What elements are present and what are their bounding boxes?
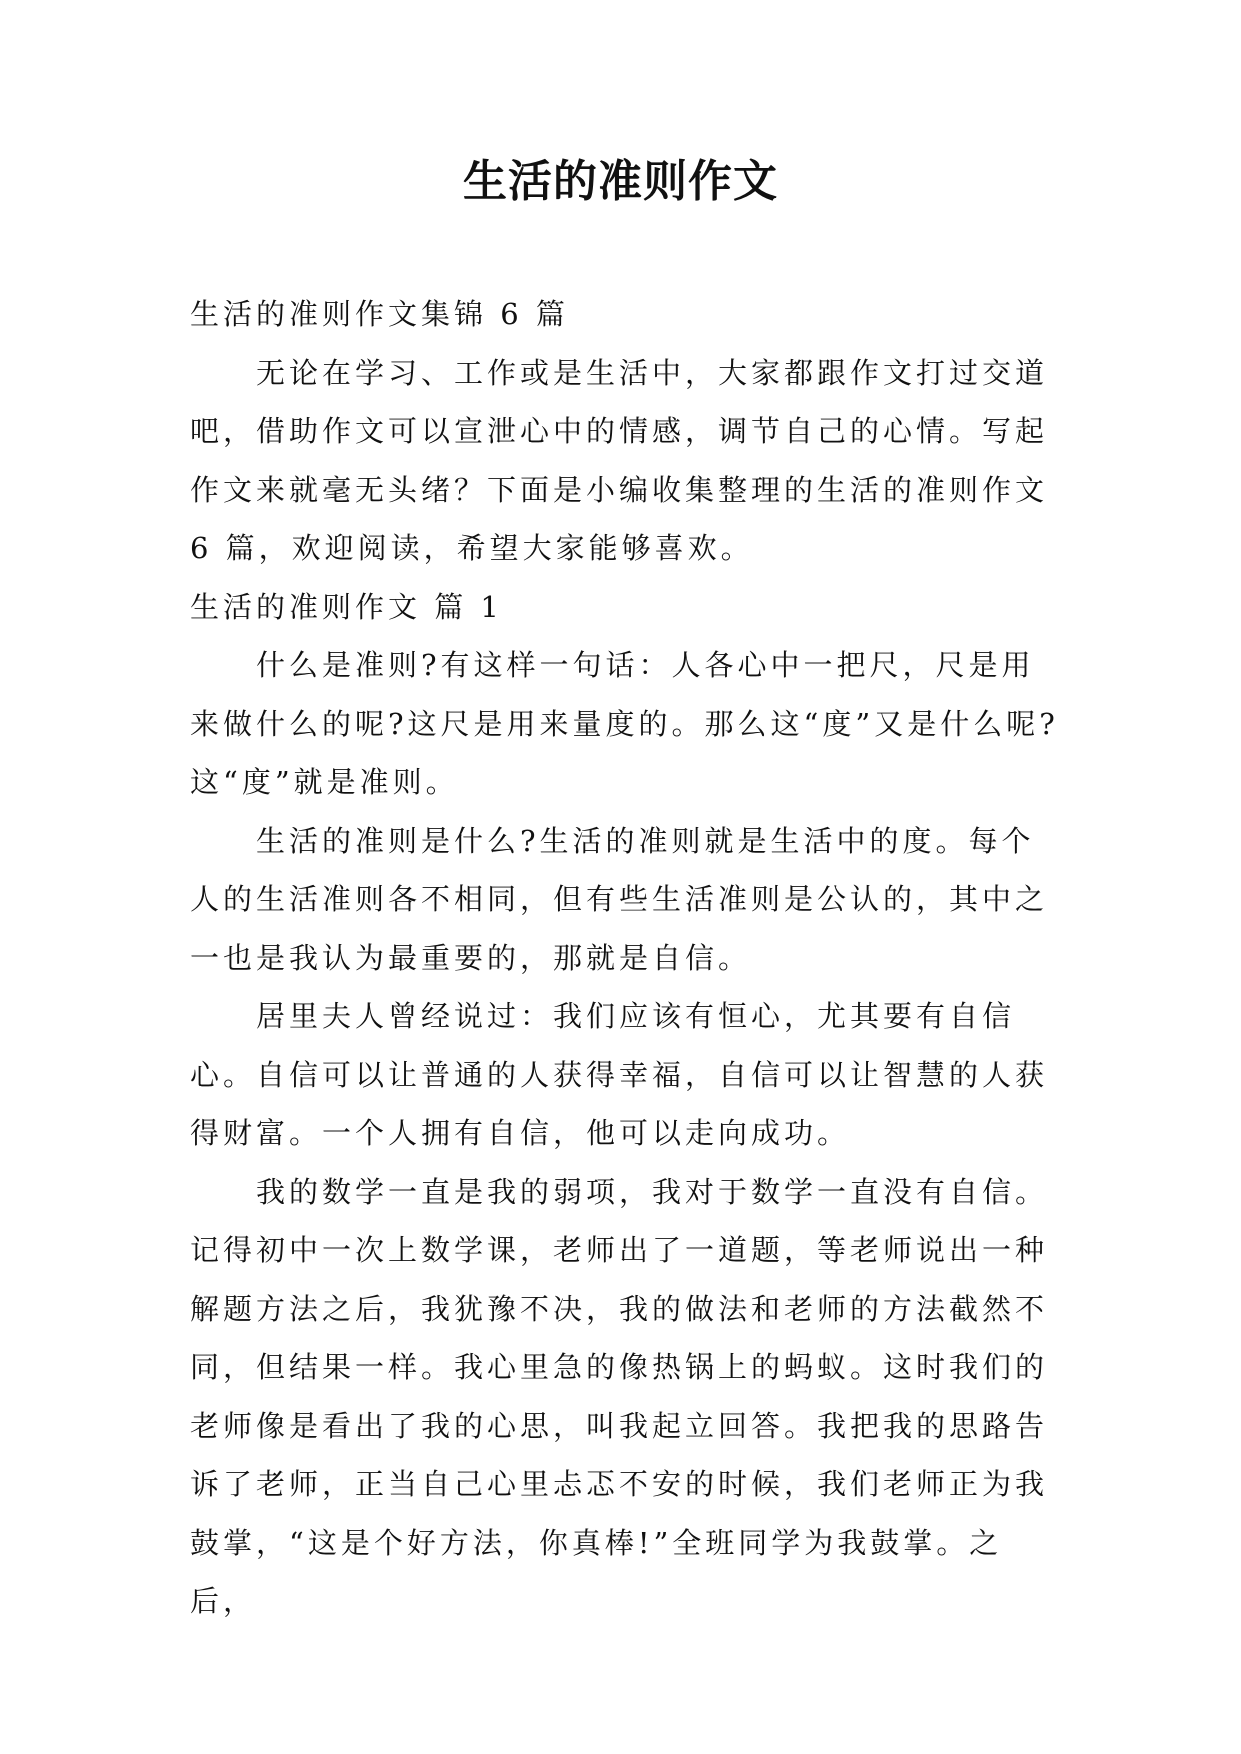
body-paragraph: 生活的准则是什么?生活的准则就是生活中的度。每个人的生活准则各不相同，但有些生活准则是公认的，其中之一也是我认为最重要的，那就是自信。	[190, 823, 1049, 975]
body-paragraph: 我的数学一直是我的弱项，我对于数学一直没有自信。记得初中一次上数学课，老师出了一道题，等老师说出一种解题方法之后，我犹豫不决，我的做法和老师的方法截然不同，但结果一样。我心里急的像热锅上的蚂蚁。这时我们的老师像是看出了我的心思，叫我起立回答。我把我的思路告诉了老师，正当自己心里忐忑不安的时候，我们老师正为我鼓掌，“这是个好方法，你真棒!”全班同学为我鼓掌。之后，	[190, 1174, 1049, 1618]
intro-paragraph: 无论在学习、工作或是生活中，大家都跟作文打过交道吧，借助作文可以宣泄心中的情感，调节自己的心情。写起作文来就毫无头绪？下面是小编收集整理的生活的准则作文 6 篇，欢迎阅读，希望大家能够喜欢。	[190, 355, 1049, 565]
section-heading: 生活的准则作文 篇 1	[190, 589, 503, 624]
body-paragraph: 什么是准则?有这样一句话：人各心中一把尺，尺是用来做什么的呢?这尺是用来量度的。那么这“度”又是什么呢?这“度”就是准则。	[190, 648, 1059, 799]
body-paragraph: 居里夫人曾经说过：我们应该有恒心，尤其要有自信心。自信可以让普通的人获得幸福，自信可以让智慧的人获得财富。一个人拥有自信，他可以走向成功。	[190, 999, 1049, 1150]
document-body	[190, 285, 1060, 1631]
document-title: 生活的准则作文	[463, 156, 778, 207]
document-subtitle: 生活的准则作文集锦 6 篇	[190, 297, 569, 331]
